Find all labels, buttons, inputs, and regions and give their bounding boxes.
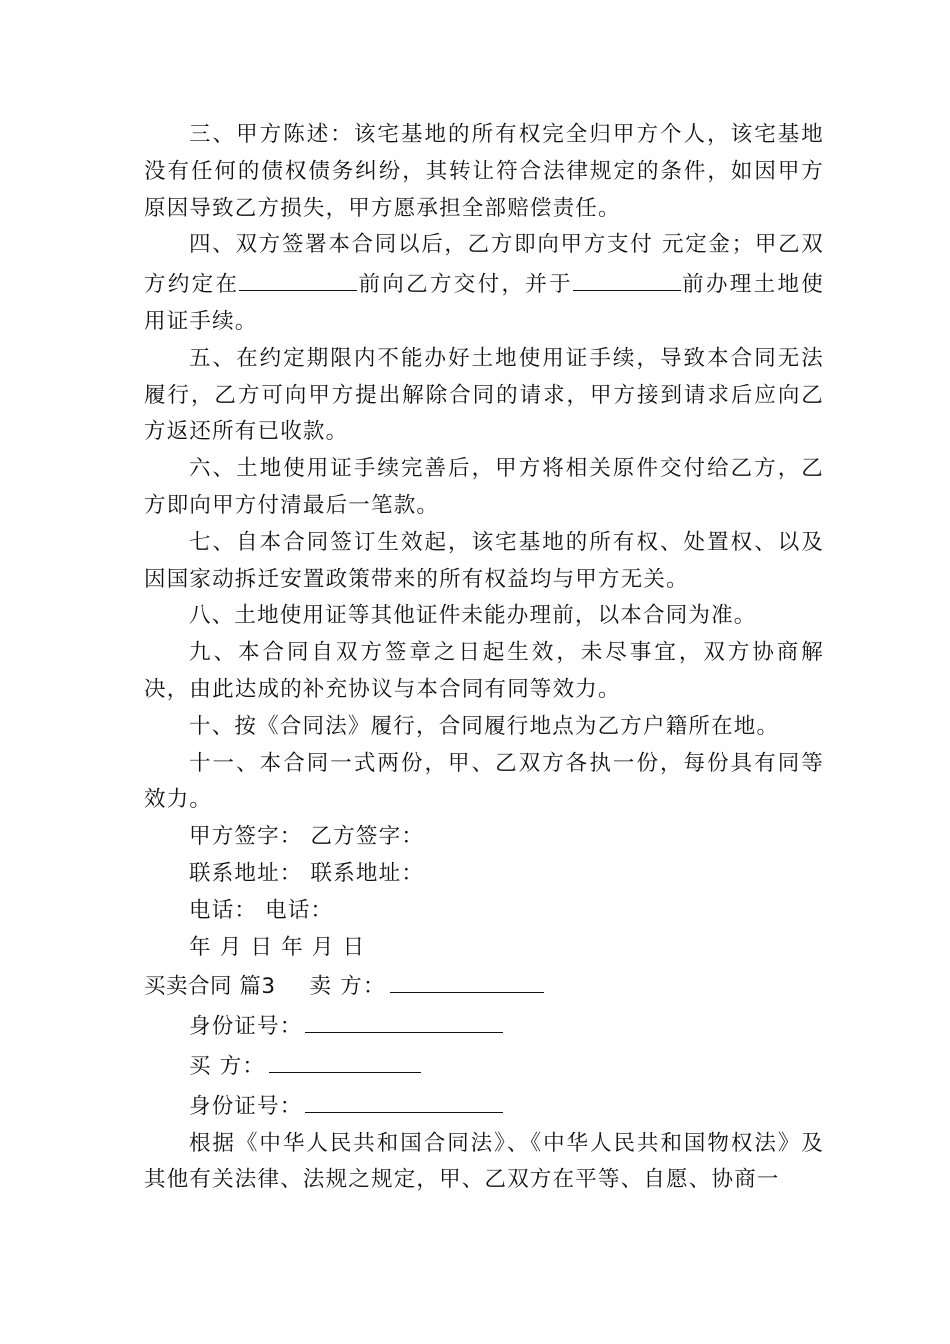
- document-body: [144, 117, 824, 1199]
- seller-id-label: 身份证号：: [189, 1014, 303, 1040]
- seller-id-blank: [305, 1006, 503, 1033]
- clause-3: 三、甲方陈述：该宅基地的所有权完全归甲方个人，该宅基地没有任何的债权债务纠纷，其转让符合法律规定的条件，如因甲方原因导致乙方损失，甲方愿承担全部赔偿责任。: [144, 122, 824, 221]
- clause-4-text-b: 前向乙方交付，并于: [357, 272, 573, 298]
- delivery-date-blank: [239, 264, 357, 291]
- clause-9: 九、本合同自双方签章之日起生效，未尽事宜，双方协商解决，由此达成的补充协议与本合同有同等效力。: [144, 640, 824, 702]
- preamble: 根据《中华人民共和国合同法》、《中华人民共和国物权法》及其他有关法律、法规之规定，甲、乙双方在平等、自愿、协商一: [144, 1130, 824, 1193]
- contract-3-title: 买卖合同 篇3: [144, 974, 276, 1000]
- clause-6: 六、土地使用证手续完善后，甲方将相关原件交付给乙方，乙方即向甲方付清最后一笔款。: [144, 456, 824, 518]
- clause-4-text-a: 四、双方签署本合同以后，乙方即向甲方支付 元定金；甲乙双方约定在: [144, 232, 824, 298]
- buyer-id-line: [144, 1086, 824, 1126]
- signature-line: 甲方签字： 乙方签字：: [189, 824, 425, 850]
- buyer-blank: [269, 1046, 421, 1073]
- clause-7: 七、自本合同签订生效起，该宅基地的所有权、处置权、以及因国家动拆迁安置政策带来的所有权益均与甲方无关。: [144, 529, 824, 592]
- seller-blank: [390, 966, 544, 993]
- certificate-date-blank: [573, 264, 681, 291]
- clause-11: 十一、本合同一式两份，甲、乙双方各执一份，每份具有同等效力。: [144, 750, 824, 813]
- buyer-label: 买 方：: [189, 1053, 266, 1079]
- seller-id-line: [144, 1006, 824, 1046]
- phone-line: 电话： 电话：: [189, 897, 334, 923]
- clause-5: 五、在约定期限内不能办好土地使用证手续，导致本合同无法履行，乙方可向甲方提出解除合同的请求，甲方接到请求后应向乙方返还所有已收款。: [144, 345, 824, 445]
- buyer-line: [144, 1046, 824, 1086]
- clause-8: 八、土地使用证等其他证件未能办理前，以本合同为准。: [189, 603, 757, 629]
- seller-label: 卖 方：: [309, 974, 386, 1000]
- buyer-id-blank: [305, 1086, 503, 1113]
- clause-4: [144, 227, 824, 340]
- date-line: 年 月 日 年 月 日: [189, 934, 366, 960]
- contract-3-heading: [144, 966, 824, 1006]
- address-line: 联系地址： 联系地址：: [189, 860, 425, 886]
- clause-4-text-c: 前办理土地使用证手续。: [144, 272, 824, 334]
- clause-10: 十、按《合同法》履行，合同履行地点为乙方户籍所在地。: [189, 713, 780, 739]
- buyer-id-label: 身份证号：: [189, 1093, 303, 1119]
